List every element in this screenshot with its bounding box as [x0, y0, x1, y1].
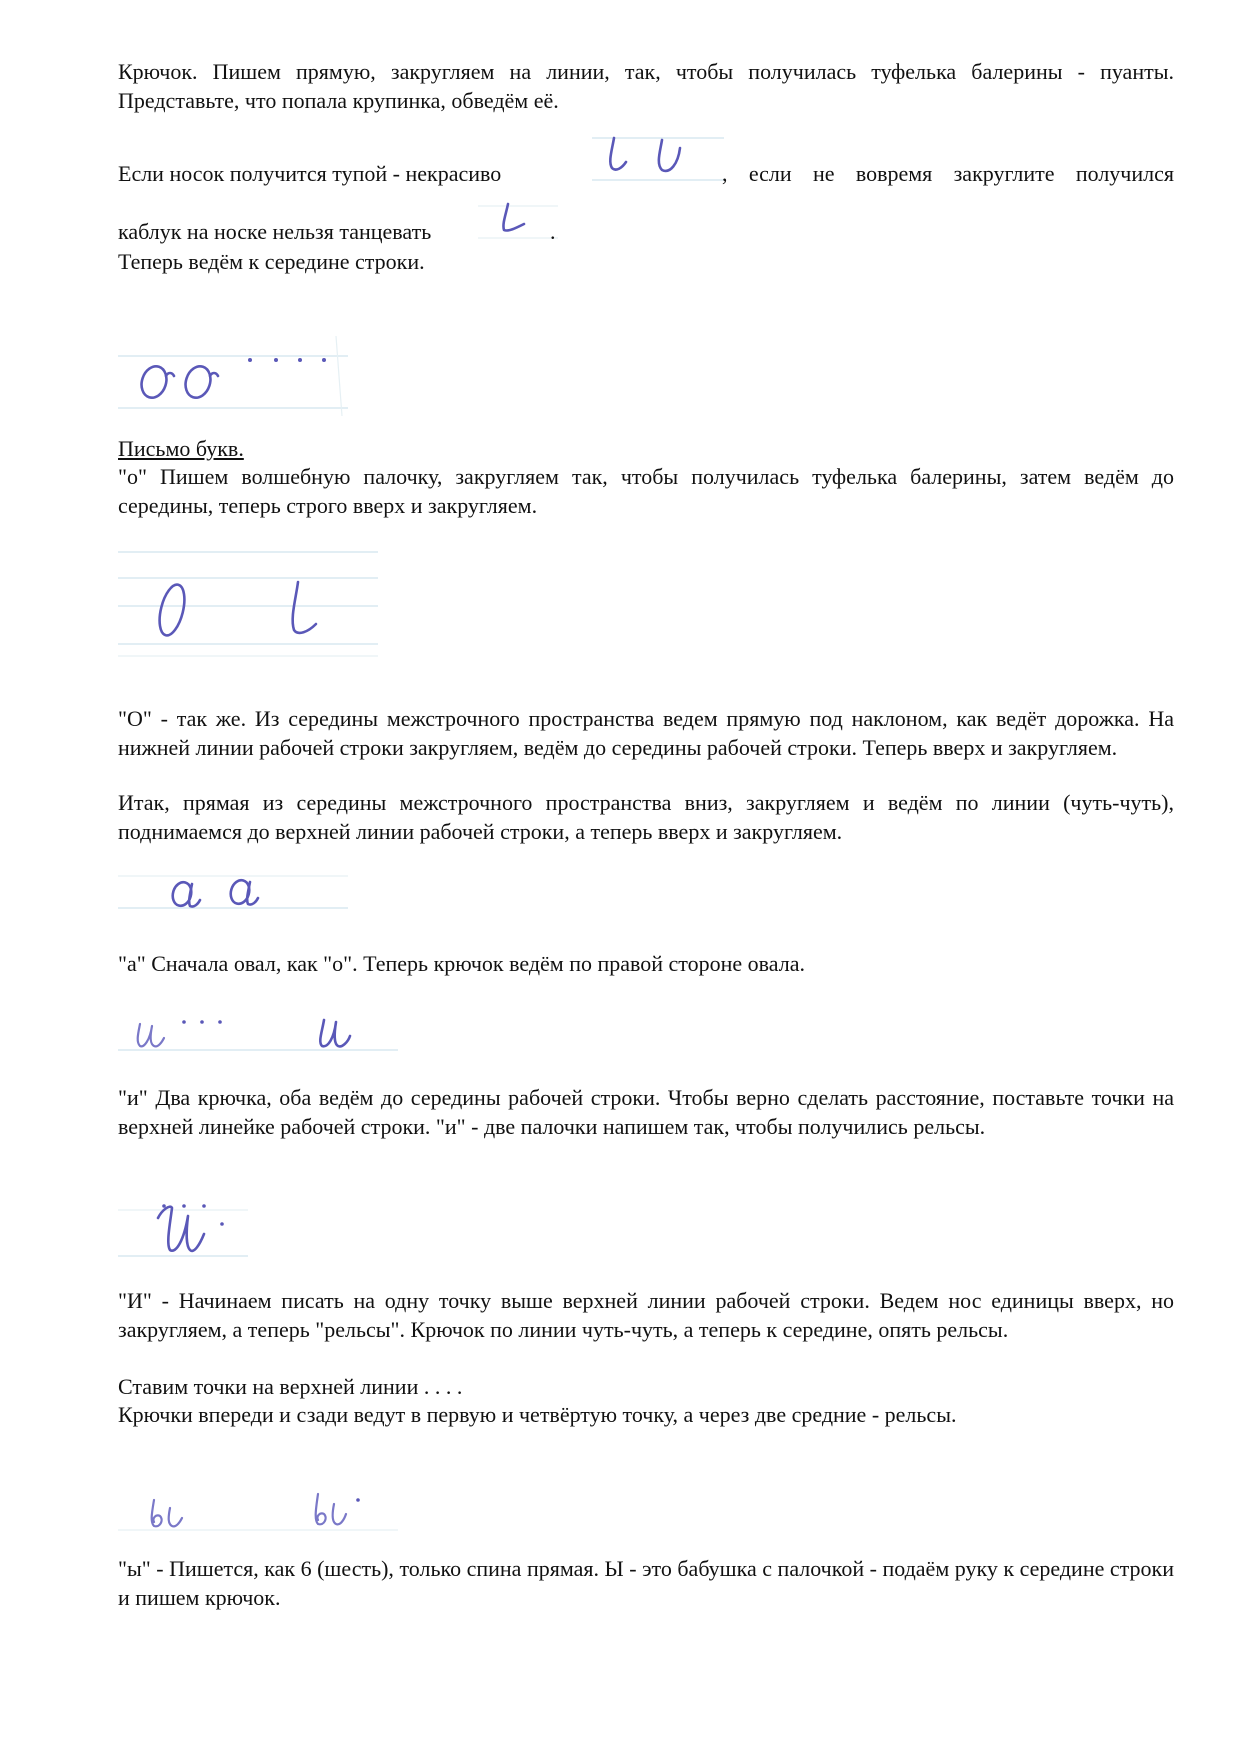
handwriting-sample-y: [118, 1484, 408, 1544]
text-rounding-late: , если не вовремя закруглите получился: [722, 161, 1174, 186]
paragraph-letter-o: "о" Пишем волшебную палочку, закругляем так, чтобы получилась туфелька балерины, затем ведём до середины, теперь строго вверх и закругляем.: [118, 464, 1174, 518]
handwriting-sample-a: [118, 864, 358, 924]
paragraph-capital-i: "И" - Начинаем писать на одну точку выше верхней линии рабочей строки. Ведем нос единицы вверх, но закругляем, а теперь "рельсы". Крючок по линии чуть-чуть, а теперь к середине, опять рельсы.: [118, 1288, 1174, 1342]
text-dots-instruction: Ставим точки на верхней линии . . . .: [118, 1374, 463, 1399]
paragraph-letter-i: "и" Два крючка, оба ведём до середины рабочей строки. Чтобы верно сделать расстояние, поставьте точки на верхней линейке рабочей строки. "и" - две палочки напишем так, чтобы получились рельсы.: [118, 1085, 1174, 1139]
text-blunt-toe: Если носок получится тупой - некрасиво: [118, 161, 502, 186]
handwriting-sample-capital-i: [118, 1184, 258, 1274]
text-hooks-instruction: Крючки впереди и сзади ведут в первую и четвёртую точку, а через две средние - рельсы.: [118, 1402, 957, 1427]
text-period: .: [550, 219, 556, 244]
text-heel: каблук на носке нельзя танцевать: [118, 219, 432, 244]
handwriting-sample-heel-hook: [478, 194, 558, 244]
handwriting-sample-i: [118, 1004, 408, 1064]
handwriting-sample-capital-o: [118, 548, 388, 666]
section-heading-letters: Письмо букв.: [118, 436, 244, 461]
handwriting-sample-blunt-hooks: [592, 128, 724, 186]
paragraph-hook: Крючок. Пишем прямую, закругляем на линии, так, чтобы получилась туфелька балерины - пуанты. Представьте, что попала крупинка, обведём её.: [118, 59, 1174, 113]
handwriting-sample-oo: [118, 332, 358, 418]
paragraph-letter-a: "а" Сначала овал, как "о". Теперь крючок ведём по правой стороне овала.: [118, 951, 805, 976]
paragraph-summary: Итак, прямая из середины межстрочного пространства вниз, закругляем и ведём по линии (чуть-чуть), поднимаемся до верхней линии рабочей строки, а теперь вверх и закругляем.: [118, 790, 1174, 844]
text-to-middle: Теперь ведём к середине строки.: [118, 249, 425, 274]
paragraph-capital-o: "О" - так же. Из середины межстрочного пространства ведем прямую под наклоном, как ведёт дорожка. На нижней линии рабочей строки закругляем, ведём до середины рабочей строки. Теперь вверх и закругляем.: [118, 706, 1174, 760]
paragraph-letter-y: "ы" - Пишется, как 6 (шесть), только спина прямая. Ы - это бабушка с палочкой - подаём руку к середине строки и пишем крючок.: [118, 1556, 1174, 1610]
